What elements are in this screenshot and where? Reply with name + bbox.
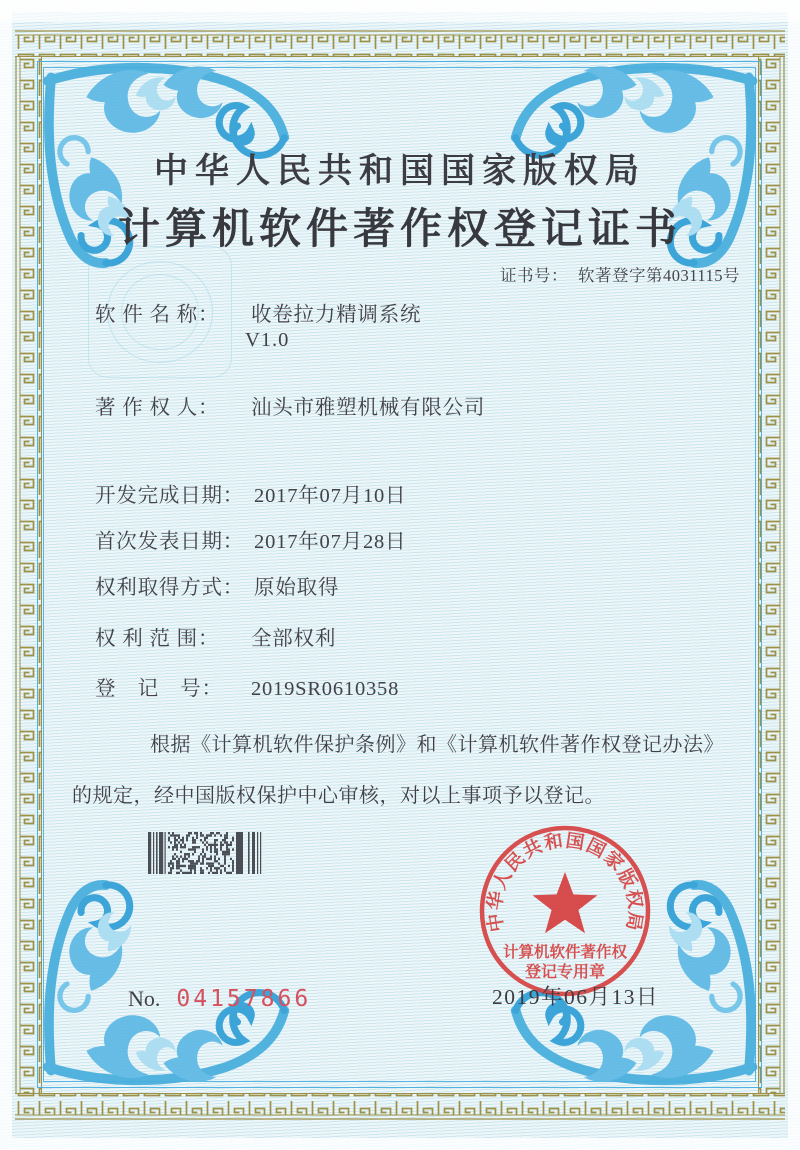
serial-number-block <box>128 986 311 1012</box>
issuing-authority-title: 中华人民共和国国家版权局 <box>154 153 646 190</box>
rights-scope-label: 权 利 范 围： <box>95 628 220 650</box>
barcode-stop-bars <box>236 832 261 874</box>
gold-meander-border-bottom <box>15 1092 785 1120</box>
copyright-owner-value: 汕头市雅塑机械有限公司 <box>250 397 486 419</box>
corner-flourish-bottom-left <box>38 878 308 1090</box>
rights-acquisition-value: 原始取得 <box>254 577 340 599</box>
scan-edge <box>0 0 800 22</box>
barcode-2d <box>168 832 234 874</box>
dev-complete-date-value: 2017年07月10日 <box>254 485 407 507</box>
rights-acquisition-label: 权利取得方式： <box>95 577 245 599</box>
certificate-number-value: 软著登字第4031115号 <box>578 266 741 285</box>
certificate-title: 计算机软件著作权登记证书 <box>117 207 682 253</box>
seal-line2: 登记专用章 <box>524 964 606 981</box>
field-first-publish-date <box>95 524 406 554</box>
software-version-value: V1.0 <box>245 329 290 351</box>
field-copyright-owner <box>95 390 485 420</box>
software-name-label: 软 件 名 称： <box>95 304 220 326</box>
registration-number-label: 登 记 号： <box>95 678 223 700</box>
field-rights-scope <box>95 621 336 651</box>
field-dev-complete-date <box>95 478 406 508</box>
rights-scope-value: 全部权利 <box>250 628 337 650</box>
barcode <box>148 832 270 874</box>
serial-number: 04157866 <box>176 986 312 1012</box>
copyright-owner-label: 著 作 权 人： <box>95 397 220 419</box>
registration-number-value: 2019SR0610358 <box>250 678 400 700</box>
first-publish-date-value: 2017年07月28日 <box>254 531 407 553</box>
seal-ring-text: 中华人民共和国国家版权局 <box>485 831 645 934</box>
software-name-value: 收卷拉力精调系统 <box>250 304 422 326</box>
first-publish-date-label: 首次发表日期： <box>95 531 245 553</box>
barcode-start-bars <box>148 832 166 874</box>
certificate-number-line <box>500 262 740 286</box>
issue-date: 2019年06月13日 <box>492 985 660 1009</box>
official-seal <box>470 816 660 1006</box>
registration-statement: 根据《计算机软件保护条例》和《计算机软件著作权登记办法》的规定，经中国版权保护中心审核，对以上事项予以登记。 <box>72 734 724 807</box>
gold-meander-border-top <box>15 30 785 58</box>
certificate-number-label: 证书号： <box>500 266 568 285</box>
serial-no-label: No. <box>128 986 161 1011</box>
star-icon <box>533 872 598 933</box>
dev-complete-date-label: 开发完成日期： <box>95 485 245 507</box>
field-registration-number <box>95 671 399 701</box>
seal-line1: 计算机软件著作权 <box>502 944 628 961</box>
field-software-name <box>95 297 421 327</box>
field-rights-acquisition <box>95 570 339 600</box>
